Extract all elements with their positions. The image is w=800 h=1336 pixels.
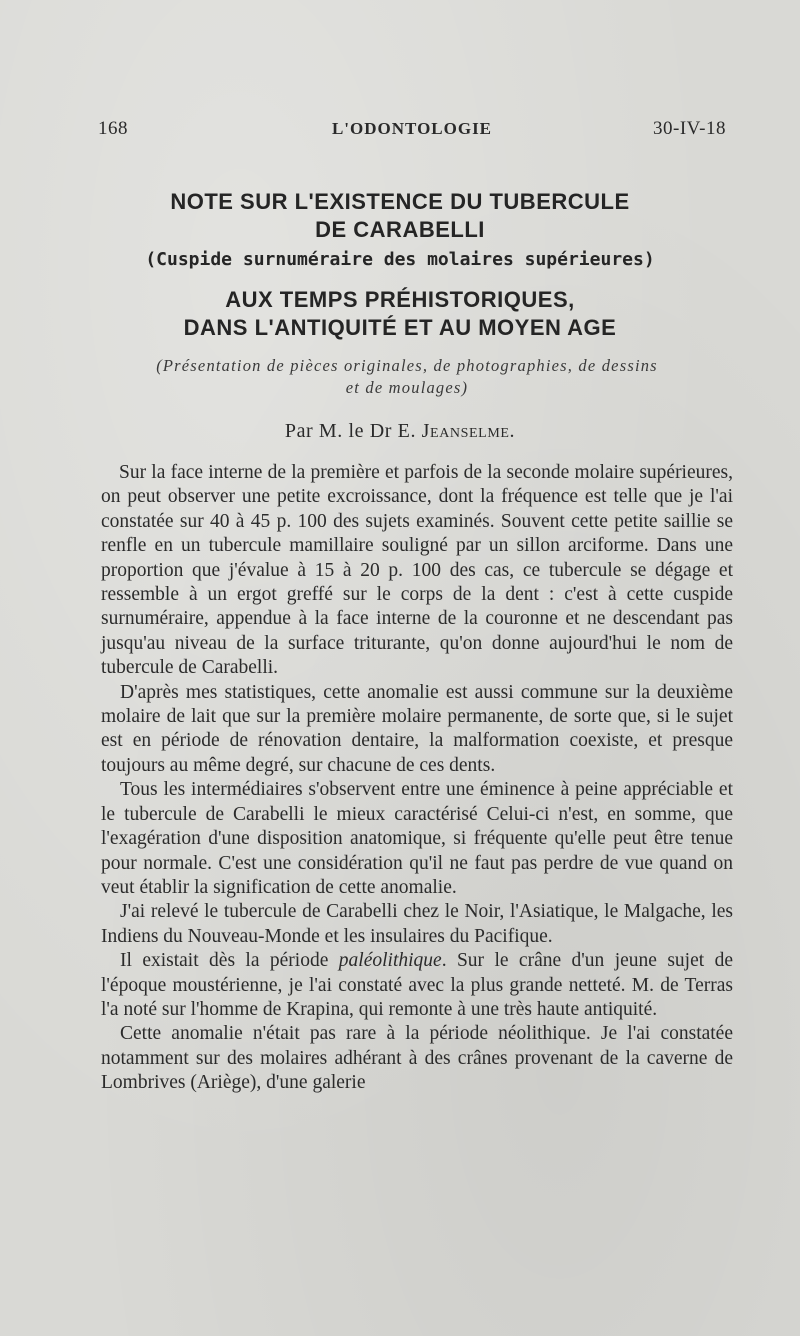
paragraph-text: . Sur le crâne d'un jeune sujet de l'époque moustérienne, je l'ai constaté avec la plus grande netteté. M. de Terras l'a noté sur l'homme de Krapina, qui remonte à une très haute antiquité. [101,950,733,1020]
body-paragraph: Tous les intermédiaires s'observent entre une éminence à peine appréciable et le tubercule de Carabelli le mieux caractérisé Celui-ci n'est, en somme, que l'exagération d'une disposition anatomique, si fréquente qu'elle peut être tenue pour normale. C'est une considération qu'il ne faut pas perdre de vue quand on veut établir la signification de cette anomalie. [101,779,733,898]
article-title [100,188,700,244]
issue-date: 30-IV-18 [653,118,726,139]
article-subtitle [110,355,704,399]
title-line: DANS L'ANTIQUITÉ ET AU MOYEN AGE [183,315,617,340]
article-body [101,461,733,1096]
article-title-continued [100,286,700,342]
author-prefix: Par M. le Dr E. [284,420,422,442]
page-number: 168 [98,118,128,139]
title-line: AUX TEMPS PRÉHISTORIQUES, [225,287,575,312]
italic-term: paléolithique [338,950,442,972]
subtitle-line: et de moulages) [345,378,469,397]
body-paragraph: Cette anomalie n'était pas rare à la période néolithique. Je l'ai constatée notamment sur des molaires adhérant à des crânes provenant de la caverne de Lombrives (Ariège), d'une galerie [101,1023,733,1094]
title-line: NOTE SUR L'EXISTENCE DU TUBERCULE [170,189,630,214]
body-paragraph: Sur la face interne de la première et parfois de la seconde molaire supérieures, on peut observer une petite excroissance, dont la fréquence est telle que je l'ai constatée sur 40 à 45 p. 100 des sujets examinés. Souvent cette petite saillie se renfle en un tubercule mamillaire souligné par un sillon arciforme. Dans une proportion que j'évalue à 15 à 20 p. 100 des cas, ce tubercule se dégage et ressemble à un ergot greffé sur le corps de la dent : c'est à cette cuspide surnuméraire, appendue à la face interne de la couronne et ne descendant pas jusqu'au niveau de la surface triturante, qu'on donne aujourd'hui le nom de tubercule de Carabelli. [101,462,733,679]
body-paragraph: J'ai relevé le tubercule de Carabelli chez le Noir, l'Asiatique, le Malgache, les Indiens du Nouveau-Monde et les insulaires du Pacifique. [101,901,733,947]
author-line [100,420,700,443]
author-name: Jeanselme. [421,420,516,442]
body-paragraph [101,949,733,1022]
subtitle-line: (Présentation de pièces originales, de photographies, de dessins [156,356,658,375]
body-paragraph: D'après mes statistiques, cette anomalie est aussi commune sur la deuxième molaire de lait que sur la première molaire permanente, de sorte que, si le sujet est en période de rénovation dentaire, la malformation coexiste, et presque toujours au même degré, sur chacune de ces dents. [101,681,733,776]
journal-title: L'ODONTOLOGIE [331,119,493,138]
running-header [98,118,726,146]
paragraph-text: Il existait dès la période [120,950,339,972]
title-line: DE CARABELLI [315,217,485,242]
article-parenthetical-title: (Cuspide surnuméraire des molaires supérieures) [145,249,655,270]
